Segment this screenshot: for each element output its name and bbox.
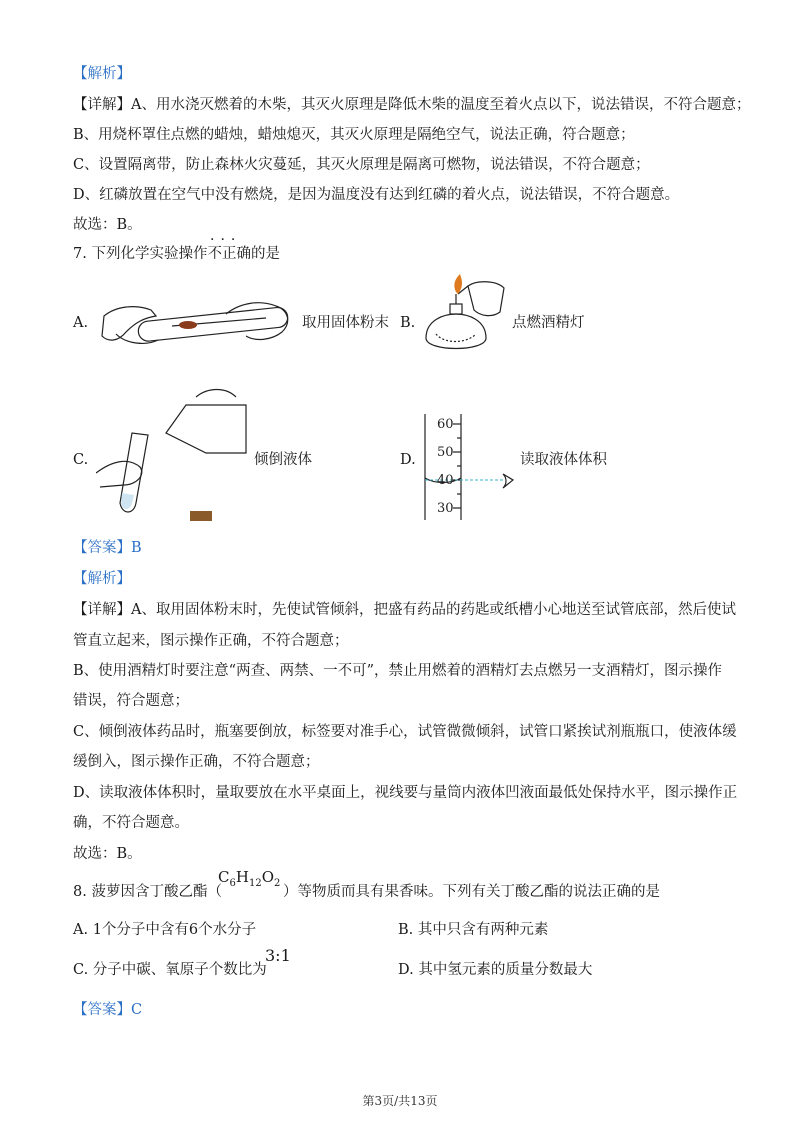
q8-option-c: C. 分子中碳、氧原子个数比为 bbox=[73, 962, 267, 978]
option-a-letter: A. bbox=[73, 315, 89, 331]
q7-answer: 【答案】B bbox=[73, 540, 142, 556]
alcohol-lamp-figure bbox=[416, 272, 511, 360]
q8-option-d: D. 其中氢元素的质量分数最大 bbox=[398, 962, 593, 978]
page-footer: 第3页/共13页 bbox=[362, 1094, 438, 1108]
cylinder-tick-label: 50 bbox=[437, 445, 454, 460]
q8-answer: 【答案】C bbox=[73, 1002, 143, 1018]
option-d-caption: 读取液体体积 bbox=[520, 452, 607, 468]
detail-line: 错误，符合题意； bbox=[73, 693, 189, 709]
q8-stem-before: 8. 菠萝因含丁酸乙酯（ bbox=[73, 884, 222, 900]
cylinder-tick-label: 40 bbox=[437, 473, 454, 488]
detail-line: C、倾倒液体药品时，瓶塞要倒放，标签要对准手心，试管微微倾斜，试管口紧挨试剂瓶瓶口，使液体缓 bbox=[73, 724, 737, 740]
chemical-formula: $C_6H_{12}O_2$ bbox=[218, 868, 281, 889]
cylinder-tick-label: 60 bbox=[437, 417, 454, 432]
detail-line: 【详解】A、取用固体粉末时，先使试管倾斜，把盛有药品的药匙或纸槽小心地送至试管底部，然后使试 bbox=[73, 602, 736, 618]
q7-stem: 7. 下列化学实验操作不正确的是 bbox=[73, 246, 280, 262]
detail-line: 确，不符合题意。 bbox=[73, 815, 189, 831]
powder-test-tube-figure bbox=[96, 292, 301, 354]
q8-stem-after: ）等物质而具有果香味。下列有关丁酸乙酯的说法正确的是 bbox=[283, 884, 660, 900]
graduated-cylinder-figure bbox=[415, 410, 525, 522]
pour-liquid-figure bbox=[96, 383, 256, 523]
option-b-letter: B. bbox=[400, 315, 416, 331]
detail-line: 缓倒入，图示操作正确，不符合题意； bbox=[73, 754, 320, 770]
ratio-value: 3:1 bbox=[265, 946, 291, 965]
detail-line: B、使用酒精灯时要注意“两查、两禁、一不可”，禁止用燃着的酒精灯去点燃另一支酒精灯，图示操作 bbox=[73, 663, 722, 679]
conclusion: 故选：B。 bbox=[73, 846, 142, 862]
detail-line: C、设置隔离带，防止森林火灾蔓延，其灭火原理是隔离可燃物，说法错误，不符合题意； bbox=[73, 157, 650, 173]
q7-analysis-label: 【解析】 bbox=[73, 571, 131, 587]
detail-line: 管直立起来，图示操作正确，不符合题意； bbox=[73, 633, 349, 649]
option-d-letter: D. bbox=[400, 452, 416, 468]
option-b-caption: 点燃酒精灯 bbox=[512, 315, 585, 331]
emphasis-dots: ··· bbox=[210, 232, 242, 248]
detail-line: D、红磷放置在空气中没有燃烧，是因为温度没有达到红磷的着火点，说法错误，不符合题意。 bbox=[73, 187, 680, 203]
option-c-caption: 倾倒液体 bbox=[254, 452, 312, 468]
q8-option-b: B. 其中只含有两种元素 bbox=[398, 922, 549, 938]
detail-line: D、读取液体体积时，量取要放在水平桌面上，视线要与量筒内液体凹液面最低处保持水平，图示操作正 bbox=[73, 785, 738, 801]
option-c-letter: C. bbox=[73, 452, 89, 468]
detail-line: 【详解】A、用水浇灭燃着的木柴，其灭火原理是降低木柴的温度至着火点以下，说法错误，不符合题意； bbox=[73, 97, 751, 113]
conclusion: 故选：B。 bbox=[73, 217, 142, 233]
option-a-caption: 取用固体粉末 bbox=[302, 315, 389, 331]
cylinder-tick-label: 30 bbox=[437, 501, 454, 516]
q8-option-a: A. 1个分子中含有6个水分子 bbox=[73, 922, 257, 938]
analysis-label: 【解析】 bbox=[73, 66, 131, 82]
detail-line: B、用烧杯罩住点燃的蜡烛，蜡烛熄灭，其灭火原理是隔绝空气，说法正确，符合题意； bbox=[73, 127, 635, 143]
